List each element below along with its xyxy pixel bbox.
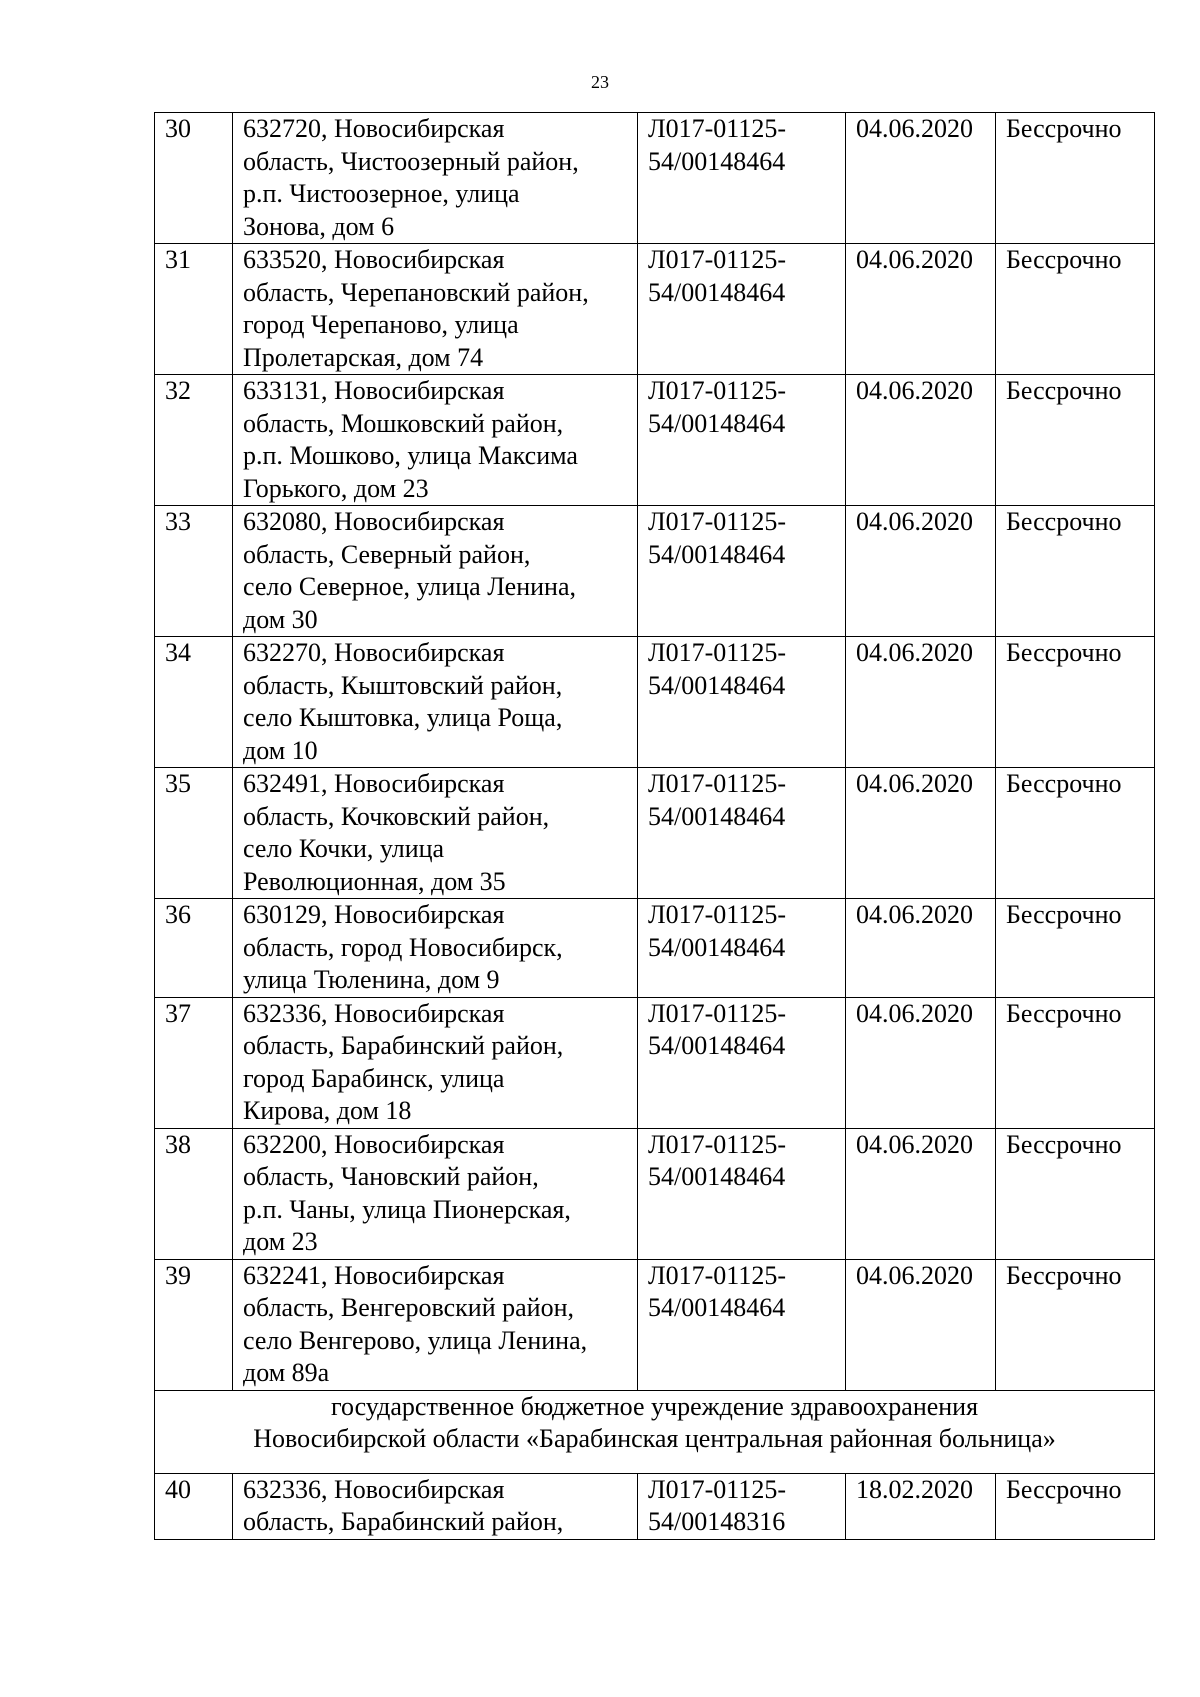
row-number: 37 bbox=[155, 997, 233, 1128]
license-date-cell: 04.06.2020 bbox=[846, 1128, 996, 1259]
row-number: 33 bbox=[155, 506, 233, 637]
address-cell: 633131, Новосибирская область, Мошковский район, р.п. Мошково, улица Максима Горького, дом 23 bbox=[233, 375, 638, 506]
license-date-cell: 04.06.2020 bbox=[846, 375, 996, 506]
validity-term-cell: Бессрочно bbox=[996, 244, 1155, 375]
validity-term-cell: Бессрочно bbox=[996, 1128, 1155, 1259]
license-date-cell: 04.06.2020 bbox=[846, 113, 996, 244]
table-row bbox=[155, 997, 1155, 1128]
license-number-cell: Л017-01125- 54/00148316 bbox=[638, 1473, 846, 1539]
row-number: 40 bbox=[155, 1473, 233, 1539]
license-number-cell: Л017-01125- 54/00148464 bbox=[638, 637, 846, 768]
table-row bbox=[155, 244, 1155, 375]
validity-term-cell: Бессрочно bbox=[996, 899, 1155, 998]
license-date-cell: 04.06.2020 bbox=[846, 244, 996, 375]
validity-term-cell: Бессрочно bbox=[996, 506, 1155, 637]
table-row bbox=[155, 375, 1155, 506]
license-date-cell: 04.06.2020 bbox=[846, 899, 996, 998]
address-cell: 632491, Новосибирская область, Кочковский район, село Кочки, улица Революционная, дом 35 bbox=[233, 768, 638, 899]
table-row bbox=[155, 506, 1155, 637]
license-number-cell: Л017-01125- 54/00148464 bbox=[638, 1259, 846, 1390]
address-cell: 632200, Новосибирская область, Чановский район, р.п. Чаны, улица Пионерская, дом 23 bbox=[233, 1128, 638, 1259]
table-row bbox=[155, 768, 1155, 899]
row-number: 34 bbox=[155, 637, 233, 768]
organization-heading-row bbox=[155, 1390, 1155, 1473]
license-registry-table bbox=[154, 112, 1155, 1540]
validity-term-cell: Бессрочно bbox=[996, 375, 1155, 506]
row-number: 35 bbox=[155, 768, 233, 899]
validity-term-cell: Бессрочно bbox=[996, 768, 1155, 899]
address-cell: 632336, Новосибирская область, Барабинский район, bbox=[233, 1473, 638, 1539]
address-cell: 632270, Новосибирская область, Кыштовский район, село Кыштовка, улица Роща, дом 10 bbox=[233, 637, 638, 768]
page-number: 23 bbox=[591, 72, 609, 92]
address-cell: 632336, Новосибирская область, Барабинский район, город Барабинск, улица Кирова, дом 18 bbox=[233, 997, 638, 1128]
license-number-cell: Л017-01125- 54/00148464 bbox=[638, 244, 846, 375]
license-date-cell: 04.06.2020 bbox=[846, 506, 996, 637]
row-number: 38 bbox=[155, 1128, 233, 1259]
organization-heading: государственное бюджетное учреждение здравоохранения Новосибирской области «Барабинская центральная районная больница» bbox=[155, 1390, 1155, 1473]
table-row bbox=[155, 899, 1155, 998]
license-number-cell: Л017-01125- 54/00148464 bbox=[638, 768, 846, 899]
address-cell: 630129, Новосибирская область, город Новосибирск, улица Тюленина, дом 9 bbox=[233, 899, 638, 998]
license-date-cell: 04.06.2020 bbox=[846, 768, 996, 899]
license-date-cell: 18.02.2020 bbox=[846, 1473, 996, 1539]
validity-term-cell: Бессрочно bbox=[996, 1259, 1155, 1390]
validity-term-cell: Бессрочно bbox=[996, 113, 1155, 244]
row-number: 39 bbox=[155, 1259, 233, 1390]
address-cell: 632720, Новосибирская область, Чистоозерный район, р.п. Чистоозерное, улица Зонова, дом 6 bbox=[233, 113, 638, 244]
row-number: 32 bbox=[155, 375, 233, 506]
address-cell: 632080, Новосибирская область, Северный район, село Северное, улица Ленина, дом 30 bbox=[233, 506, 638, 637]
license-number-cell: Л017-01125- 54/00148464 bbox=[638, 113, 846, 244]
validity-term-cell: Бессрочно bbox=[996, 997, 1155, 1128]
license-date-cell: 04.06.2020 bbox=[846, 1259, 996, 1390]
license-number-cell: Л017-01125- 54/00148464 bbox=[638, 375, 846, 506]
row-number: 36 bbox=[155, 899, 233, 998]
license-date-cell: 04.06.2020 bbox=[846, 997, 996, 1128]
table-row bbox=[155, 113, 1155, 244]
table-row bbox=[155, 1128, 1155, 1259]
validity-term-cell: Бессрочно bbox=[996, 637, 1155, 768]
license-date-cell: 04.06.2020 bbox=[846, 637, 996, 768]
row-number: 30 bbox=[155, 113, 233, 244]
license-number-cell: Л017-01125- 54/00148464 bbox=[638, 997, 846, 1128]
address-cell: 633520, Новосибирская область, Черепановский район, город Черепаново, улица Пролетарская, дом 74 bbox=[233, 244, 638, 375]
table-row bbox=[155, 1259, 1155, 1390]
license-number-cell: Л017-01125- 54/00148464 bbox=[638, 1128, 846, 1259]
address-cell: 632241, Новосибирская область, Венгеровский район, село Венгерово, улица Ленина, дом 89а bbox=[233, 1259, 638, 1390]
row-number: 31 bbox=[155, 244, 233, 375]
table-row bbox=[155, 1473, 1155, 1539]
table-row bbox=[155, 637, 1155, 768]
validity-term-cell: Бессрочно bbox=[996, 1473, 1155, 1539]
license-number-cell: Л017-01125- 54/00148464 bbox=[638, 899, 846, 998]
license-number-cell: Л017-01125- 54/00148464 bbox=[638, 506, 846, 637]
